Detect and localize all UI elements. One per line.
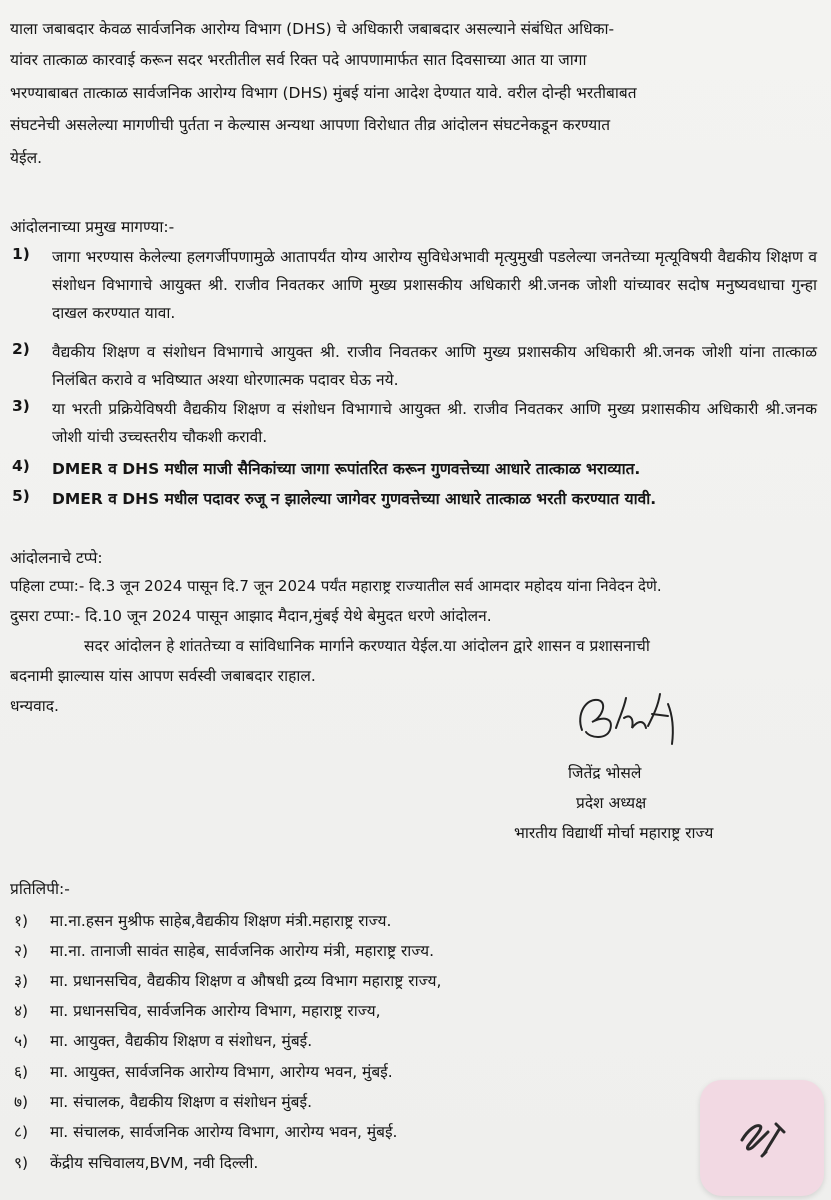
demand-text: DMER व DHS मधील माजी सैनिकांच्या जागा रूपांतरित करून गुणवत्तेच्या आधारे तात्काळ भराव्यात. [52,460,641,478]
copy-recipient: मा. प्रधानसचिव, वैद्यकीय शिक्षण व औषधी द्रव्य विभाग महाराष्ट्र राज्य, [50,972,442,990]
copy-number: ७) [14,1093,29,1111]
copy-recipient: मा.ना. तानाजी सावंत साहेब, सार्वजनिक आरोग्य मंत्री, महाराष्ट्र राज्य. [50,942,435,960]
copy-recipient: मा. संचालक, सार्वजनिक आरोग्य विभाग, आरोग्य भवन, मुंबई. [50,1123,398,1141]
demand-text: वैद्यकीय शिक्षण व संशोधन विभागाचे आयुक्त श्री. राजीव निवतकर आणि मुख्य प्रशासकीय अधिकारी श्री.जनक जोशी यांना तात्काळ निलंबित करावे व भविष्यात अश्या धोरणात्मक पदावर घेऊ नये. [52,343,817,389]
demand-number: 3) [12,397,30,415]
copy-number: २) [14,942,29,960]
copy-number: ३) [14,972,29,990]
copy-number: ८) [14,1123,29,1141]
copy-recipient: मा.ना.हसन मुश्रीफ साहेब,वैद्यकीय शिक्षण मंत्री.महाराष्ट्र राज्य. [50,912,392,930]
phase-two: दुसरा टप्पा:- दि.10 जून 2024 पासून आझाद मैदान,मुंबई येथे बेमुदत धरणे आंदोलन. [10,607,492,625]
copy-number: ६) [14,1063,29,1081]
demand-text: या भरती प्रक्रियेविषयी वैद्यकीय शिक्षण व संशोधन विभागाचे आयुक्त श्री. राजीव निवतकर आणि मुख्य प्रशासकीय अधिकारी श्री.जनक जोशी यांची उच्चस्तरीय चौकशी करावी. [52,400,817,446]
demand-number: 5) [12,487,30,505]
demand-text: DMER व DHS मधील पदावर रुजू न झालेल्या जागेवर गुणवत्तेच्या आधारे तात्काळ भरती करण्यात यावी. [52,490,657,508]
thanks-text: धन्यवाद. [10,697,59,715]
copy-number: ९) [14,1154,29,1172]
copy-number: ४) [14,1002,29,1020]
markup-button[interactable] [700,1080,824,1196]
copies-heading: प्रतिलिपी:- [10,880,70,898]
copy-recipient: मा. आयुक्त, वैद्यकीय शिक्षण व संशोधन, मुंबई. [50,1032,313,1050]
signatory-name: जितेंद्र भोसले [568,764,642,782]
protest-note-line: सदर आंदोलन हे शांततेच्या व सांविधानिक मार्गाने करण्यात येईल.या आंदोलन द्वारे शासन व प्रशासनाची [84,637,650,655]
demand-text: जागा भरण्यास केलेल्या हलगर्जीपणामुळे आतापर्यंत योग्य आरोग्य सुविधेअभावी मृत्युमुखी पडलेल्या जनतेच्या मृत्यूविषयी वैद्यकीय शिक्षण व संशोधन विभागाचे आयुक्त श्री. राजीव निवतकर आणि मुख्य प्रशासकीय अधिकारी श्री.जनक जोशी यांच्यावर सदोष मनुष्यवधाचा गुन्हा दाखल करण्यात यावा. [52,248,817,322]
intro-line: भरण्याबाबत तात्काळ सार्वजनिक आरोग्य विभाग (DHS) मुंबई यांना आदेश देण्यात यावे. वरील दोन्ही भरतीबाबत [10,84,637,102]
intro-line: येईल. [10,149,43,167]
intro-line: यांवर तात्काळ कारवाई करून सदर भरतीतील सर्व रिक्त पदे आपणामार्फत सात दिवसाच्या आत या जागा [10,51,587,69]
signature-scribble [572,684,690,756]
phase-one: पहिला टप्पा:- दि.3 जून 2024 पासून दि.7 जून 2024 पर्यंत महाराष्ट्र राज्यातील सर्व आमदार महोदय यांना निवेदन देणे. [10,577,662,595]
protest-note-line: बदनामी झाल्यास यांस आपण सर्वस्वी जबाबदार राहाल. [10,667,316,685]
copy-recipient: मा. संचालक, वैद्यकीय शिक्षण व संशोधन मुंबई. [50,1093,313,1111]
copy-recipient: केंद्रीय सचिवालय,BVM, नवी दिल्ली. [50,1154,259,1172]
copy-recipient: मा. प्रधानसचिव, सार्वजनिक आरोग्य विभाग, महाराष्ट्र राज्य, [50,1002,381,1020]
copy-recipient: मा. आयुक्त, सार्वजनिक आरोग्य विभाग, आरोग्य भवन, मुंबई. [50,1063,393,1081]
demand-number: 2) [12,340,30,358]
intro-line: याला जबाबदार केवळ सार्वजनिक आरोग्य विभाग (DHS) चे अधिकारी जबाबदार असल्याने संबंधित अधिका- [10,20,615,38]
demand-number: 4) [12,457,30,475]
signatory-designation: प्रदेश अध्यक्ष [576,794,647,812]
copy-number: १) [14,912,29,930]
markup-pen-icon [734,1110,790,1166]
intro-line: संघटनेची असलेल्या मागणीची पुर्तता न केल्यास अन्यथा आपणा विरोधात तीव्र आंदोलन संघटनेकडून करण्यात [10,116,611,134]
phases-heading: आंदोलनाचे टप्पे: [10,549,103,567]
signatory-organization: भारतीय विद्यार्थी मोर्चा महाराष्ट्र राज्य [514,824,714,842]
copy-number: ५) [14,1032,29,1050]
demand-number: 1) [12,245,30,263]
demands-heading: आंदोलनाच्या प्रमुख मागण्या:- [10,218,175,236]
